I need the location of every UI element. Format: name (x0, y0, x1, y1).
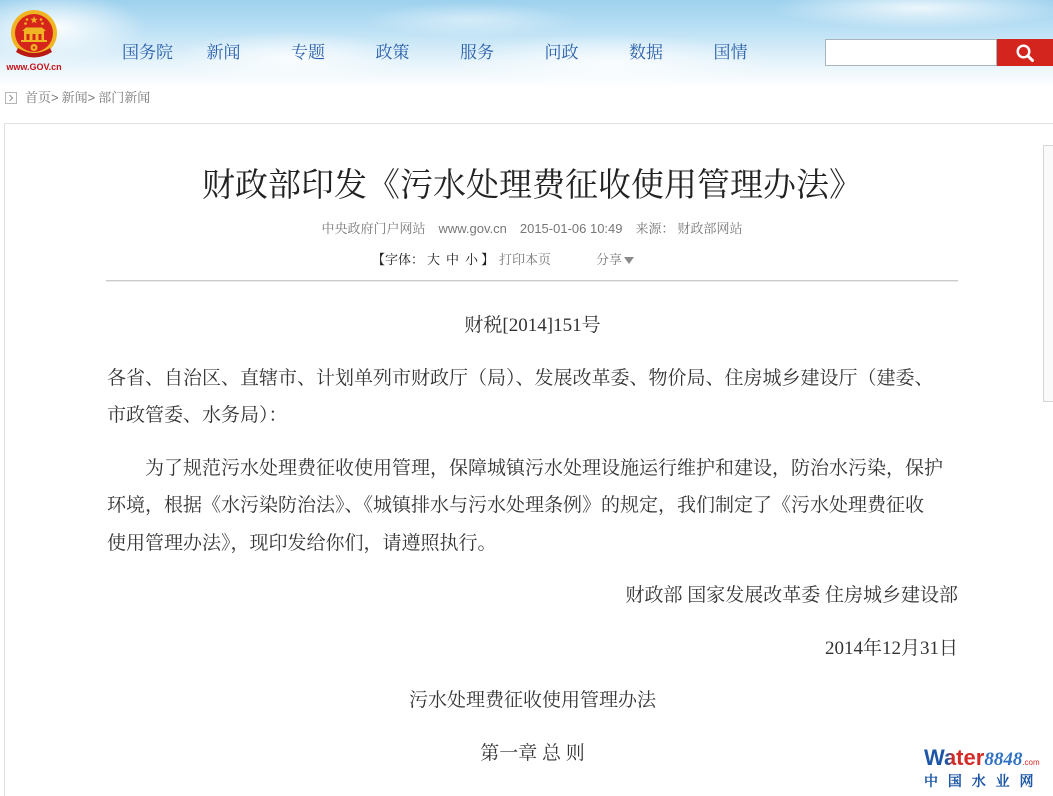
logo-text: www.GOV.cn (6, 62, 62, 72)
text-line: 各省、自治区、直辖市、计划单列市财政厅（局）、发展改革委、物价局、住房城乡建设厅（建委、 (107, 367, 934, 389)
font-size-medium[interactable]: 中 (446, 252, 460, 267)
publisher-url: www.gov.cn (438, 221, 507, 236)
font-size-bracket-close: 】 (481, 252, 495, 267)
nav-item-topics[interactable]: 专题 (291, 43, 325, 62)
text-line: 财政部 国家发展改革委 住房城乡建设部 (625, 585, 958, 606)
nav-item-news[interactable]: 新闻 (206, 43, 241, 62)
breadcrumb-news[interactable]: 新闻 (61, 90, 88, 105)
text-line: 为了规范污水处理费征收使用管理，保障城镇污水处理设施运行维护和建设，防治水污染，保护 (145, 457, 944, 479)
source-name: 财政部网站 (677, 221, 743, 236)
font-size-small[interactable]: 小 (465, 252, 479, 267)
text-line: 第一章 总 则 (480, 742, 585, 764)
search-icon (1015, 43, 1035, 63)
site-header (0, 0, 1053, 88)
watermark-chinese-name: 中 国 水 业 网 (924, 773, 1037, 789)
font-size-large[interactable]: 大 (427, 252, 441, 267)
nav-item-state-council[interactable]: 国务院 (122, 43, 173, 62)
share-button[interactable] (596, 251, 634, 269)
text-line: 污水处理费征收使用管理办法 (408, 690, 656, 711)
nav-item-data[interactable]: 数据 (629, 43, 663, 62)
article-meta (106, 220, 958, 238)
article-body (107, 307, 958, 787)
share-label: 分享 (596, 252, 623, 267)
chapter-heading (107, 735, 958, 773)
document-number (107, 307, 958, 345)
source-label: 来源： (635, 221, 675, 236)
watermark-suffix: .com (1022, 758, 1040, 767)
breadcrumb-separator: > (87, 90, 96, 105)
issuing-authorities (107, 577, 958, 615)
search-button[interactable] (997, 39, 1053, 66)
breadcrumb (25, 91, 150, 105)
breadcrumb-separator: > (51, 90, 59, 105)
breadcrumb-department-news[interactable]: 部门新闻 (98, 90, 151, 105)
nav-item-services[interactable]: 服务 (460, 43, 494, 62)
side-panel (1043, 145, 1053, 402)
text-line: 使用管理办法》，现印发给你们，请遵照执行。 (107, 532, 497, 554)
text-line: 市政管委、水务局）： (107, 405, 288, 426)
attachment-title (107, 682, 958, 720)
salutation (107, 360, 958, 435)
text-line: 财税[2014]151号 (464, 315, 601, 336)
issue-date (107, 630, 958, 668)
site-logo[interactable] (4, 8, 64, 74)
text-line: 环境，根据《水污染防治法》、《城镇排水与污水处理条例》的规定，我们制定了《污水处理费征收 (107, 495, 925, 516)
nav-item-policies[interactable]: 政策 (375, 43, 410, 62)
publisher: 中央政府门户网站 (321, 221, 426, 236)
water8848-logo (924, 745, 1049, 789)
chevron-right-icon (5, 92, 17, 104)
watermark-word: Water (924, 745, 985, 770)
main-paragraph (107, 450, 958, 563)
breadcrumb-home[interactable]: 首页 (25, 90, 52, 105)
nav-item-inquiry[interactable]: 问政 (544, 43, 579, 62)
text-line: 2014年12月31日 (824, 637, 958, 659)
search-input[interactable] (825, 39, 997, 66)
watermark-number: 8848 (984, 749, 1023, 770)
title-divider (106, 280, 958, 282)
font-size-controls (372, 251, 499, 269)
main-nav (122, 42, 798, 64)
watermark-wordmark (924, 745, 1049, 771)
nav-item-national-info[interactable]: 国情 (713, 43, 748, 62)
national-emblem-icon (9, 8, 59, 60)
caret-down-icon (624, 257, 634, 264)
article-tools (372, 251, 634, 269)
article-title: 财政部印发《污水处理费征收使用管理办法》 (202, 166, 862, 203)
font-size-label: 【字体： (372, 252, 425, 267)
print-page-link[interactable]: 打印本页 (499, 252, 552, 267)
publish-time: 2015-01-06 10:49 (519, 221, 623, 236)
